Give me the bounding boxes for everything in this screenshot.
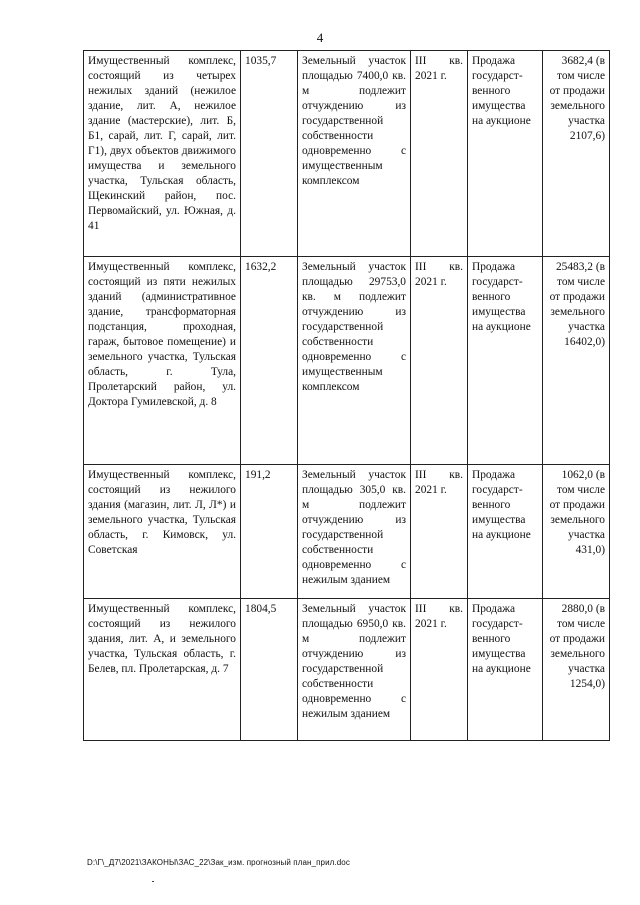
file-path-footer: D:\Г\_Д7\2021\ЗАКОНЫ\ЗАС_22\Зак_изм. прогнозный план_прил.doc <box>87 858 350 867</box>
amount-cell: 3682,4 (в том числе от продажи земельного участка 2107,6) <box>543 51 610 257</box>
property-name-cell: Имущественный комплекс, состоящий из нежилого здания (магазин, лит. Л, Л*) и земельного участка, Тульская область, г. Кимовск, ул. Советская <box>84 465 241 599</box>
area-cell: 1804,5 <box>241 599 298 741</box>
page-number: 4 <box>316 30 324 45</box>
sale-method-cell: Продажа государст-венного имущества на аукционе <box>468 465 543 599</box>
land-note-cell: Земельный участок площадью 6950,0 кв. м подлежит отчуждению из государственной собственности одновременно с нежилым зданием <box>298 599 411 741</box>
property-name-cell: Имущественный комплекс, состоящий из нежилого здания, лит. А, и земельного участка, Тульская область, г. Белев, пл. Пролетарская, д. 7 <box>84 599 241 741</box>
area-cell: 1632,2 <box>241 257 298 465</box>
table-row <box>84 599 610 741</box>
land-note-cell: Земельный участок площадью 29753,0 кв. м подлежит отчуждению из государственной собственности одновременно с имущественным комплексом <box>298 257 411 465</box>
property-name-cell: Имущественный комплекс, состоящий из пяти нежилых зданий (административное здание, трансформаторная подстанция, проходная, гараж, бытовое помещение) и земельного участка, Тульская область, г. Тула, Пролетарский район, ул. Доктора Гумилевской, д. 8 <box>84 257 241 465</box>
property-table <box>83 50 610 741</box>
table-row <box>84 257 610 465</box>
land-note-cell: Земельный участок площадью 7400,0 кв. м подлежит отчуждению из государственной собственности одновременно с имущественным комплексом <box>298 51 411 257</box>
footer-dot <box>152 881 154 882</box>
table-row <box>84 51 610 257</box>
amount-cell: 25483,2 (в том числе от продажи земельного участка 16402,0) <box>543 257 610 465</box>
sale-method-cell: Продажа государст-венного имущества на аукционе <box>468 257 543 465</box>
sale-method-cell: Продажа государст-венного имущества на аукционе <box>468 51 543 257</box>
period-cell: III кв. 2021 г. <box>411 599 468 741</box>
area-cell: 1035,7 <box>241 51 298 257</box>
area-cell: 191,2 <box>241 465 298 599</box>
land-note-cell: Земельный участок площадью 305,0 кв. м подлежит отчуждению из государственной собственности одновременно с нежилым зданием <box>298 465 411 599</box>
amount-cell: 2880,0 (в том числе от продажи земельного участка 1254,0) <box>543 599 610 741</box>
property-name-cell: Имущественный комплекс, состоящий из четырех нежилых зданий (нежилое здание, лит. А, нежилое здание (мастерские), лит. Б, Б1, сарай, лит. Г, сарай, лит. Г1), двух объектов движимого имущества и земельного участка, Тульская область, Щекинский район, пос. Первомайский, ул. Южная, д. 41 <box>84 51 241 257</box>
period-cell: III кв. 2021 г. <box>411 257 468 465</box>
sale-method-cell: Продажа государст-венного имущества на аукционе <box>468 599 543 741</box>
period-cell: III кв. 2021 г. <box>411 465 468 599</box>
period-cell: III кв. 2021 г. <box>411 51 468 257</box>
table-row <box>84 465 610 599</box>
amount-cell: 1062,0 (в том числе от продажи земельного участка 431,0) <box>543 465 610 599</box>
